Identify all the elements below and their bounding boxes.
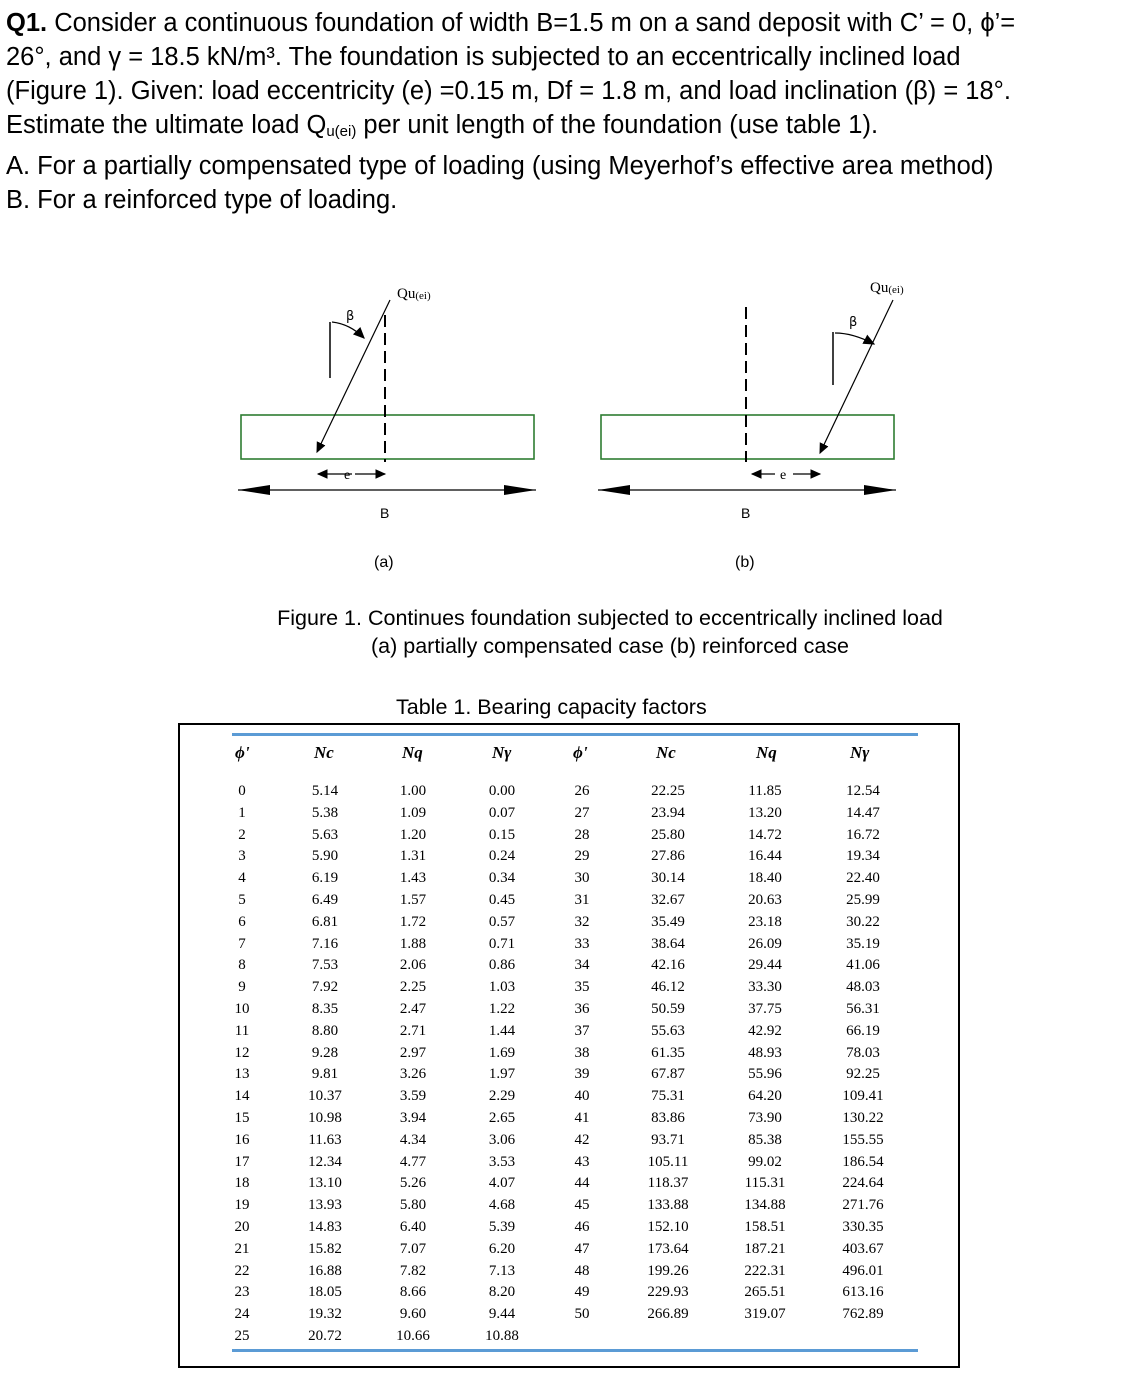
table-cell: 50.59 xyxy=(651,1000,685,1017)
question-line-4a: Estimate the ultimate load Q xyxy=(6,111,327,139)
table-cell: 4.07 xyxy=(488,1175,516,1192)
table-cell: 3.94 xyxy=(399,1109,427,1126)
table-cell: 12 xyxy=(234,1044,250,1061)
table-cell: 48.93 xyxy=(748,1044,782,1061)
table-cell: 1.43 xyxy=(399,870,427,887)
table-cell: 35 xyxy=(574,979,590,996)
table-cell: 173.64 xyxy=(647,1240,689,1257)
table-cell: 0.15 xyxy=(488,826,516,843)
table-cell: 26 xyxy=(574,783,590,799)
table-cell: 1.00 xyxy=(399,783,427,799)
panel-label-a: (a) xyxy=(374,554,394,571)
table-cell: 6.20 xyxy=(488,1240,516,1257)
question-line-4-subscript: u(ei) xyxy=(326,123,357,140)
beta-arc-b xyxy=(835,333,874,344)
table-cell: 5.80 xyxy=(399,1197,427,1214)
table-cell: 55.63 xyxy=(651,1022,685,1039)
table-cell: 3.59 xyxy=(399,1088,427,1105)
table-cell: 2.47 xyxy=(399,1000,427,1017)
table-cell: 56.31 xyxy=(846,1000,880,1017)
figure-panel-a xyxy=(238,286,536,571)
beta-label-a: β xyxy=(346,309,355,324)
figure-caption-line-2: (a) partially compensated case (b) reinforced case xyxy=(371,634,849,658)
table-cell: 73.90 xyxy=(748,1109,782,1126)
table-cell: 27.86 xyxy=(651,848,685,865)
table-cell: 11.63 xyxy=(308,1131,342,1148)
table-cell: 16 xyxy=(234,1131,250,1148)
beta-label-b: β xyxy=(849,315,858,330)
table-cell: 2.71 xyxy=(399,1022,427,1039)
table-cell: 158.51 xyxy=(744,1218,786,1235)
figure-caption xyxy=(0,604,1142,660)
table-cell: 20 xyxy=(234,1218,250,1235)
table-cell: 5.63 xyxy=(311,826,339,843)
table-cell: 19.34 xyxy=(846,848,880,865)
table-cell: 1 xyxy=(238,804,246,821)
bearing-capacity-table xyxy=(178,723,960,1368)
footing-b xyxy=(601,415,894,459)
table-cell: 36 xyxy=(574,1000,590,1017)
table-cell: 10.37 xyxy=(308,1088,342,1105)
table-cell: 2 xyxy=(238,826,246,843)
table-cell: 45 xyxy=(574,1197,590,1214)
table-cell: 199.26 xyxy=(647,1262,689,1279)
table-cell: 5.26 xyxy=(399,1175,427,1192)
table-cell: 13.20 xyxy=(748,804,782,821)
table-cell: 6.40 xyxy=(399,1218,427,1235)
table-cell: 2.65 xyxy=(488,1109,516,1126)
table-cell: 48 xyxy=(574,1262,590,1279)
table-title: Table 1. Bearing capacity factors xyxy=(396,695,707,719)
table-bottom-rule xyxy=(232,1349,918,1352)
footing-a xyxy=(241,415,534,459)
table-cell: 271.76 xyxy=(842,1197,884,1214)
col-nc-left xyxy=(295,781,355,1348)
table-cell: 1.88 xyxy=(399,935,427,952)
table-cell: 61.35 xyxy=(651,1044,685,1061)
table-cell: 29 xyxy=(574,848,590,865)
table-cell: 15.82 xyxy=(308,1240,342,1257)
question-line-1: Consider a continuous foundation of width B=1.5 m on a sand deposit with C’ = 0, ϕ’= xyxy=(54,9,1016,37)
table-cell: 33.30 xyxy=(748,979,782,996)
table-cell: 118.37 xyxy=(647,1175,689,1192)
table-cell: 9.44 xyxy=(488,1306,516,1323)
table-cell: 0.57 xyxy=(488,913,516,930)
width-arrowhead-right-b xyxy=(864,485,896,495)
table-cell: 43 xyxy=(574,1153,590,1170)
table-cell: 10.88 xyxy=(485,1327,519,1344)
table-cell: 25 xyxy=(234,1327,250,1344)
table-cell: 9.81 xyxy=(311,1066,339,1083)
table-cell: 7.16 xyxy=(311,935,339,952)
table-cell: 41.06 xyxy=(846,957,880,974)
table-cell: 13 xyxy=(234,1066,250,1083)
table-cell: 24 xyxy=(234,1306,250,1323)
table-cell: 16.44 xyxy=(748,848,782,865)
table-cell: 109.41 xyxy=(842,1088,884,1105)
table-cell: 5.90 xyxy=(311,848,339,865)
question-part-b: B. For a reinforced type of loading. xyxy=(6,186,398,214)
question-line-3: (Figure 1). Given: load eccentricity (e) =0.15 m, Df = 1.8 m, and load inclination (β) = 18°. xyxy=(6,77,1011,105)
table-cell: 67.87 xyxy=(651,1066,685,1083)
col-nq-right xyxy=(732,781,798,1326)
table-cell: 55.96 xyxy=(748,1066,782,1083)
table-cell: 35.49 xyxy=(651,913,685,930)
question-line-2: 26°, and γ = 18.5 kN/m³. The foundation is subjected to an eccentrically inclined load xyxy=(6,43,961,71)
table-cell: 25.99 xyxy=(846,891,880,908)
table-cell: 34 xyxy=(574,957,590,974)
table-cell: 6.81 xyxy=(311,913,339,930)
table-cell: 50 xyxy=(574,1306,590,1323)
table-cell: 105.11 xyxy=(647,1153,689,1170)
table-cell: 8 xyxy=(238,957,246,974)
table-cell: 330.35 xyxy=(842,1218,884,1235)
table-cell: 92.25 xyxy=(846,1066,880,1083)
figure-panel-b xyxy=(598,280,904,571)
table-cell: 0.00 xyxy=(488,783,516,799)
table-cell: 7.07 xyxy=(399,1240,427,1257)
table-cell: 9.28 xyxy=(311,1044,339,1061)
width-arrowhead-left-b xyxy=(598,485,630,495)
table-cell: 9 xyxy=(238,979,246,996)
header-ngamma-right: Nγ xyxy=(850,743,870,762)
table-cell: 22.40 xyxy=(846,870,880,887)
table-cell: 0.71 xyxy=(488,935,516,952)
table-cell: 16.72 xyxy=(846,826,880,843)
table-cell: 3.26 xyxy=(399,1066,427,1083)
table-cell: 19.32 xyxy=(308,1306,342,1323)
table-cell: 85.38 xyxy=(748,1131,782,1148)
table-cell: 22 xyxy=(234,1262,250,1279)
table-cell: 32 xyxy=(574,913,590,930)
table-cell: 18 xyxy=(234,1175,250,1192)
question-label: Q1. xyxy=(6,9,48,37)
table-cell: 1.44 xyxy=(488,1022,516,1039)
table-cell: 5.38 xyxy=(311,804,339,821)
table-cell: 1.22 xyxy=(488,1000,516,1017)
header-nc-right: Nc xyxy=(656,743,676,762)
table-cell: 42 xyxy=(574,1131,590,1148)
table-cell: 186.54 xyxy=(842,1153,884,1170)
table-cell: 42.16 xyxy=(651,957,685,974)
load-label-b: Qu(ei) xyxy=(870,280,904,296)
table-cell: 33 xyxy=(574,935,590,952)
table-cell: 13.10 xyxy=(308,1175,342,1192)
beta-arc-a xyxy=(332,322,364,338)
table-cell: 29.44 xyxy=(748,957,782,974)
table-cell: 14.72 xyxy=(748,826,782,843)
table-cell: 10.98 xyxy=(308,1109,342,1126)
table-cell: 6.49 xyxy=(311,891,339,908)
table-cell: 30.14 xyxy=(651,870,685,887)
table-cell: 28 xyxy=(574,826,590,843)
table-cell: 130.22 xyxy=(842,1109,884,1126)
table-cell: 115.31 xyxy=(744,1175,786,1192)
table-cell: 0.07 xyxy=(488,804,516,821)
table-cell: 4.77 xyxy=(399,1153,427,1170)
table-cell: 319.07 xyxy=(744,1306,786,1323)
table-cell: 14 xyxy=(234,1088,250,1105)
table-cell: 12.34 xyxy=(308,1153,342,1170)
width-arrowhead-left-a xyxy=(238,485,270,495)
question-text xyxy=(6,6,1138,217)
table-cell: 8.20 xyxy=(488,1284,516,1301)
load-label-a: Qu(ei) xyxy=(397,286,431,302)
table-cell: 7.53 xyxy=(311,957,339,974)
table-cell: 49 xyxy=(574,1284,590,1301)
table-cell: 5.39 xyxy=(488,1218,516,1235)
table-cell: 23 xyxy=(234,1284,250,1301)
table-cell: 44 xyxy=(574,1175,590,1192)
table-cell: 32.67 xyxy=(651,891,685,908)
width-label-b: B xyxy=(741,505,751,521)
table-cell: 18.05 xyxy=(308,1284,342,1301)
table-cell: 14.47 xyxy=(846,804,880,821)
table-cell: 37 xyxy=(574,1022,590,1039)
table-cell: 23.94 xyxy=(651,804,685,821)
table-cell: 30 xyxy=(574,870,590,887)
table-cell: 613.16 xyxy=(842,1284,884,1301)
table-cell: 38.64 xyxy=(651,935,685,952)
table-cell: 403.67 xyxy=(842,1240,884,1257)
width-arrowhead-right-a xyxy=(504,485,536,495)
ecc-label-a: e xyxy=(344,468,351,483)
table-cell: 4 xyxy=(238,870,246,887)
table-cell: 93.71 xyxy=(651,1131,685,1148)
table-cell: 1.97 xyxy=(488,1066,516,1083)
table-cell: 11.85 xyxy=(748,783,782,799)
table-cell: 2.25 xyxy=(399,979,427,996)
table-cell: 4.68 xyxy=(488,1197,516,1214)
table-cell: 6 xyxy=(238,913,246,930)
table-cell: 0.45 xyxy=(488,891,516,908)
table-cell: 155.55 xyxy=(842,1131,884,1148)
table-cell: 20.72 xyxy=(308,1327,342,1344)
header-nq-right: Nq xyxy=(756,743,777,762)
table-cell: 2.29 xyxy=(488,1088,516,1105)
table-cell: 4.34 xyxy=(399,1131,427,1148)
table-cell: 7 xyxy=(238,935,246,952)
ecc-label-b: e xyxy=(780,468,787,483)
table-cell: 14.83 xyxy=(308,1218,342,1235)
table-cell: 762.89 xyxy=(842,1306,884,1323)
table-cell: 11 xyxy=(234,1022,250,1039)
table-cell: 1.72 xyxy=(399,913,427,930)
table-cell: 99.02 xyxy=(748,1153,782,1170)
table-cell: 26.09 xyxy=(748,935,782,952)
table-cell: 18.40 xyxy=(748,870,782,887)
table-cell: 39 xyxy=(574,1066,590,1083)
table-cell: 10.66 xyxy=(396,1327,430,1344)
table-cell: 1.03 xyxy=(488,979,516,996)
table-cell: 7.82 xyxy=(399,1262,427,1279)
table-cell: 6.19 xyxy=(311,870,339,887)
table-cell: 23.18 xyxy=(748,913,782,930)
table-cell: 83.86 xyxy=(651,1109,685,1126)
table-cell: 42.92 xyxy=(748,1022,782,1039)
question-line-4b: per unit length of the foundation (use table 1). xyxy=(356,111,879,139)
table-cell: 3.53 xyxy=(488,1153,516,1170)
table-cell: 46.12 xyxy=(651,979,685,996)
table-cell: 17 xyxy=(234,1153,250,1170)
question-part-a: A. For a partially compensated type of loading (using Meyerhof’s effective area method) xyxy=(6,152,994,180)
table-cell: 1.69 xyxy=(488,1044,516,1061)
table-cell: 64.20 xyxy=(748,1088,782,1105)
col-phi-left xyxy=(222,781,262,1348)
table-cell: 2.97 xyxy=(399,1044,427,1061)
col-ngamma-right xyxy=(830,781,896,1326)
table-cell: 187.21 xyxy=(744,1240,786,1257)
table-cell: 224.64 xyxy=(842,1175,884,1192)
table-cell: 37.75 xyxy=(748,1000,782,1017)
table-cell: 40 xyxy=(574,1088,590,1105)
header-phi-right: ϕ' xyxy=(573,743,588,762)
table-cell: 1.09 xyxy=(399,804,427,821)
table-cell: 21 xyxy=(234,1240,250,1257)
table-cell: 229.93 xyxy=(647,1284,689,1301)
table-cell: 35.19 xyxy=(846,935,880,952)
table-cell: 27 xyxy=(574,804,590,821)
table-cell: 47 xyxy=(574,1240,590,1257)
table-cell: 1.20 xyxy=(399,826,427,843)
table-cell: 5 xyxy=(238,891,246,908)
table-cell: 41 xyxy=(574,1109,590,1126)
col-ngamma-left xyxy=(472,781,532,1348)
table-cell: 19 xyxy=(234,1197,250,1214)
table-cell: 13.93 xyxy=(308,1197,342,1214)
table-cell: 25.80 xyxy=(651,826,685,843)
table-cell: 496.01 xyxy=(842,1262,884,1279)
table-cell: 15 xyxy=(234,1109,250,1126)
table-cell: 22.25 xyxy=(651,783,685,799)
table-cell: 0.24 xyxy=(488,848,516,865)
header-phi-left: ϕ' xyxy=(235,743,250,762)
table-cell: 133.88 xyxy=(647,1197,689,1214)
table-cell: 16.88 xyxy=(308,1262,342,1279)
table-cell: 10 xyxy=(234,1000,250,1017)
col-nc-right xyxy=(635,781,701,1326)
table-cell: 66.19 xyxy=(846,1022,880,1039)
table-cell: 46 xyxy=(574,1218,590,1235)
table-top-rule xyxy=(232,733,918,736)
width-label-a: B xyxy=(380,505,390,521)
header-ngamma-left: Nγ xyxy=(492,743,512,762)
table-cell: 265.51 xyxy=(744,1284,786,1301)
table-cell: 0.86 xyxy=(488,957,516,974)
col-nq-left xyxy=(383,781,443,1348)
table-cell: 1.57 xyxy=(399,891,427,908)
table-cell: 0.34 xyxy=(488,870,516,887)
table-cell: 8.80 xyxy=(311,1022,339,1039)
table-cell: 7.13 xyxy=(488,1262,516,1279)
col-phi-right xyxy=(562,781,602,1326)
table-cell: 78.03 xyxy=(846,1044,880,1061)
table-cell: 7.92 xyxy=(311,979,339,996)
table-cell: 5.14 xyxy=(311,783,339,799)
table-cell: 38 xyxy=(574,1044,590,1061)
header-nc-left: Nc xyxy=(314,743,334,762)
figure-1-diagram xyxy=(0,270,1142,590)
table-cell: 9.60 xyxy=(399,1306,427,1323)
table-cell: 20.63 xyxy=(748,891,782,908)
table-cell: 8.66 xyxy=(399,1284,427,1301)
table-cell: 12.54 xyxy=(846,783,880,799)
table-cell: 31 xyxy=(574,891,590,908)
table-cell: 75.31 xyxy=(651,1088,685,1105)
table-cell: 0 xyxy=(238,783,246,799)
table-cell: 8.35 xyxy=(311,1000,339,1017)
header-nq-left: Nq xyxy=(402,743,423,762)
table-cell: 222.31 xyxy=(744,1262,786,1279)
table-cell: 134.88 xyxy=(744,1197,786,1214)
table-cell: 3.06 xyxy=(488,1131,516,1148)
table-cell: 2.06 xyxy=(399,957,427,974)
table-cell: 30.22 xyxy=(846,913,880,930)
table-cell: 1.31 xyxy=(399,848,427,865)
panel-label-b: (b) xyxy=(735,554,755,571)
table-cell: 3 xyxy=(238,848,246,865)
table-cell: 48.03 xyxy=(846,979,880,996)
table-cell: 266.89 xyxy=(647,1306,689,1323)
table-cell: 152.10 xyxy=(647,1218,689,1235)
figure-caption-line-1: Figure 1. Continues foundation subjected to eccentrically inclined load xyxy=(277,606,943,630)
